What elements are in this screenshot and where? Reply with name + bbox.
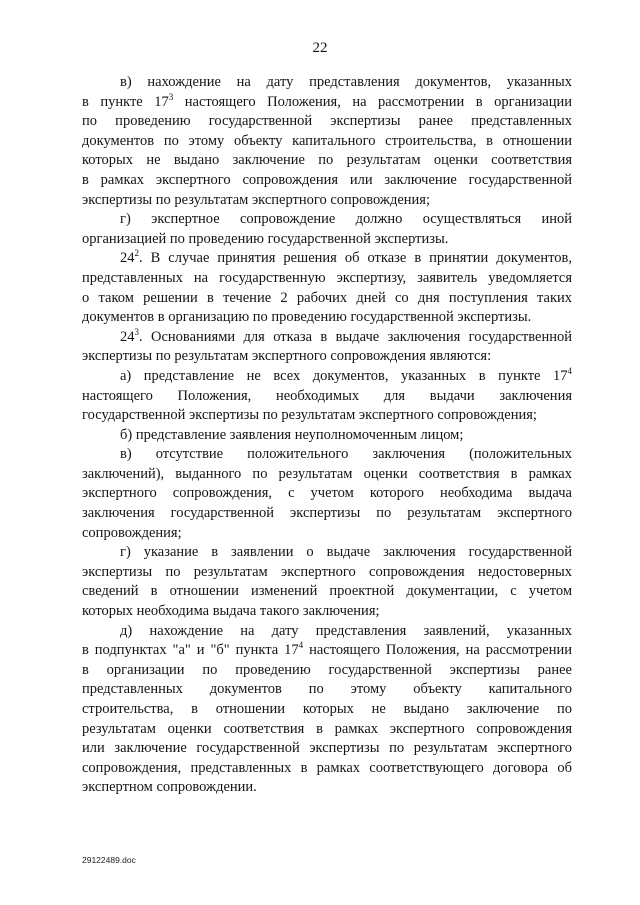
text-line	[82, 347, 572, 367]
text-segment: г) указание в заявлении о выдаче заключения государственной	[120, 544, 572, 561]
text-line	[82, 778, 572, 798]
text-segment: . Основаниями для отказа в выдаче заключения государственной	[139, 328, 572, 345]
text-line	[82, 720, 572, 740]
superscript: 4	[567, 365, 572, 376]
text-segment: экспертизы по результатам экспертного сопровождения;	[82, 191, 430, 208]
text-segment: а) представление не всех документов, указанных в пункте 17	[120, 367, 568, 384]
text-segment: которых не выдано заключение по результатам оценки соответствия	[82, 152, 572, 169]
document-body	[82, 73, 572, 798]
text-line	[82, 602, 572, 622]
text-segment: экспертного сопровождения, с учетом которого необходима выдача	[82, 485, 572, 502]
text-segment: документов в организацию по проведению государственной экспертизы.	[82, 309, 532, 326]
text-segment: сведений в отношении изменений проектной документации, с учетом	[82, 583, 572, 600]
text-line	[82, 367, 572, 387]
superscript: 2	[134, 248, 139, 259]
text-segment: б) представление заявления неуполномоченным лицом;	[120, 426, 464, 443]
text-segment: заключения государственной экспертизы по результатам экспертного	[82, 505, 572, 522]
text-segment: по проведению государственной экспертизы ранее представленных	[82, 113, 572, 130]
paragraph	[82, 367, 572, 426]
paragraph	[82, 445, 572, 543]
text-line	[82, 739, 572, 759]
text-segment: о таком решении в течение 2 рабочих дней со дня поступления таких	[82, 289, 572, 306]
paragraph	[82, 622, 572, 798]
paragraph	[82, 210, 572, 249]
text-segment: настоящего Положения, на рассмотрении	[303, 642, 572, 659]
text-segment: организацией по проведению государственной экспертизы.	[82, 230, 449, 247]
text-segment: сопровождения, представленных в рамках соответствующего договора об	[82, 759, 572, 776]
text-line	[82, 504, 572, 524]
text-segment: экспертизы по результатам экспертного сопровождения являются:	[82, 348, 492, 365]
text-segment: в рамках экспертного сопровождения или заключение государственной	[82, 171, 572, 188]
text-line	[82, 582, 572, 602]
superscript: 3	[168, 91, 174, 102]
text-segment: в) отсутствие положительного заключения (положительных	[120, 446, 572, 463]
text-line	[82, 328, 572, 348]
text-line	[82, 387, 572, 407]
text-line	[82, 289, 572, 309]
text-segment: государственной экспертизы по результатам экспертного сопровождения;	[82, 407, 537, 424]
text-line	[82, 112, 572, 132]
text-line	[82, 132, 572, 152]
superscript: 3	[134, 326, 139, 337]
text-segment: заключений), выданного по результатам оценки соответствия в рамках	[82, 465, 572, 482]
text-line	[82, 406, 572, 426]
text-segment: в) нахождение на дату представления документов, указанных	[120, 74, 572, 90]
text-segment: представленных документов по этому объекту капитального	[82, 681, 572, 698]
text-line	[82, 151, 572, 171]
text-segment: в организации по проведению государственной экспертизы ранее	[82, 661, 572, 678]
text-line	[82, 445, 572, 465]
text-line	[82, 269, 572, 289]
paragraph	[82, 426, 572, 446]
paragraph	[82, 328, 572, 367]
text-segment: в подпунктах "а" и "б" пункта 17	[82, 642, 299, 659]
text-segment: д) нахождение на дату представления заявлений, указанных	[120, 622, 572, 639]
text-segment: строительства, в отношении которых не выдано заключение по	[82, 701, 572, 717]
text-line	[82, 426, 572, 446]
text-segment: в пункте 17	[82, 93, 169, 110]
superscript: 4	[298, 640, 304, 651]
text-segment: г) экспертное сопровождение должно осуществляться иной	[120, 211, 572, 228]
paragraph	[82, 543, 572, 621]
text-line	[82, 465, 572, 485]
paragraph	[82, 73, 572, 210]
text-line	[82, 661, 572, 681]
text-segment: экспертном сопровождении.	[82, 779, 257, 796]
text-line	[82, 563, 572, 583]
text-segment: представленных на государственную экспертизу, заявитель уведомляется	[82, 269, 572, 286]
text-segment: документов по этому объекту капитального строительства, в отношении	[82, 132, 572, 149]
document-footer: 29122489.doc	[82, 855, 136, 865]
text-line	[82, 641, 572, 661]
text-segment: 24	[120, 328, 135, 345]
text-segment: . В случае принятия решения об отказе в принятии документов,	[139, 250, 572, 267]
text-line	[82, 308, 572, 328]
page-number: 22	[312, 40, 328, 56]
text-line	[82, 524, 572, 544]
paragraph	[82, 249, 572, 327]
text-line	[82, 230, 572, 250]
text-segment: результатам оценки соответствия в рамках экспертного сопровождения	[82, 720, 572, 737]
text-segment: сопровождения;	[82, 524, 182, 541]
text-line	[82, 93, 572, 113]
text-line	[82, 543, 572, 563]
text-line	[82, 191, 572, 211]
text-segment: которых необходима выдача такого заключения;	[82, 603, 380, 620]
text-line	[82, 622, 572, 642]
text-line	[82, 759, 572, 779]
text-line	[82, 73, 572, 93]
text-segment: настоящего Положения, необходимых для выдачи заключения	[82, 387, 572, 404]
text-segment: настоящего Положения, на рассмотрении в организации	[173, 93, 572, 110]
text-line	[82, 680, 572, 700]
text-segment: 24	[120, 250, 135, 267]
text-line	[82, 700, 572, 720]
text-line	[82, 210, 572, 230]
text-line	[82, 171, 572, 191]
text-line	[82, 249, 572, 269]
text-line	[82, 484, 572, 504]
text-segment: экспертизы по результатам экспертного сопровождения недостоверных	[82, 563, 572, 580]
text-segment: или заключение государственной экспертизы по результатам экспертного	[82, 740, 572, 757]
